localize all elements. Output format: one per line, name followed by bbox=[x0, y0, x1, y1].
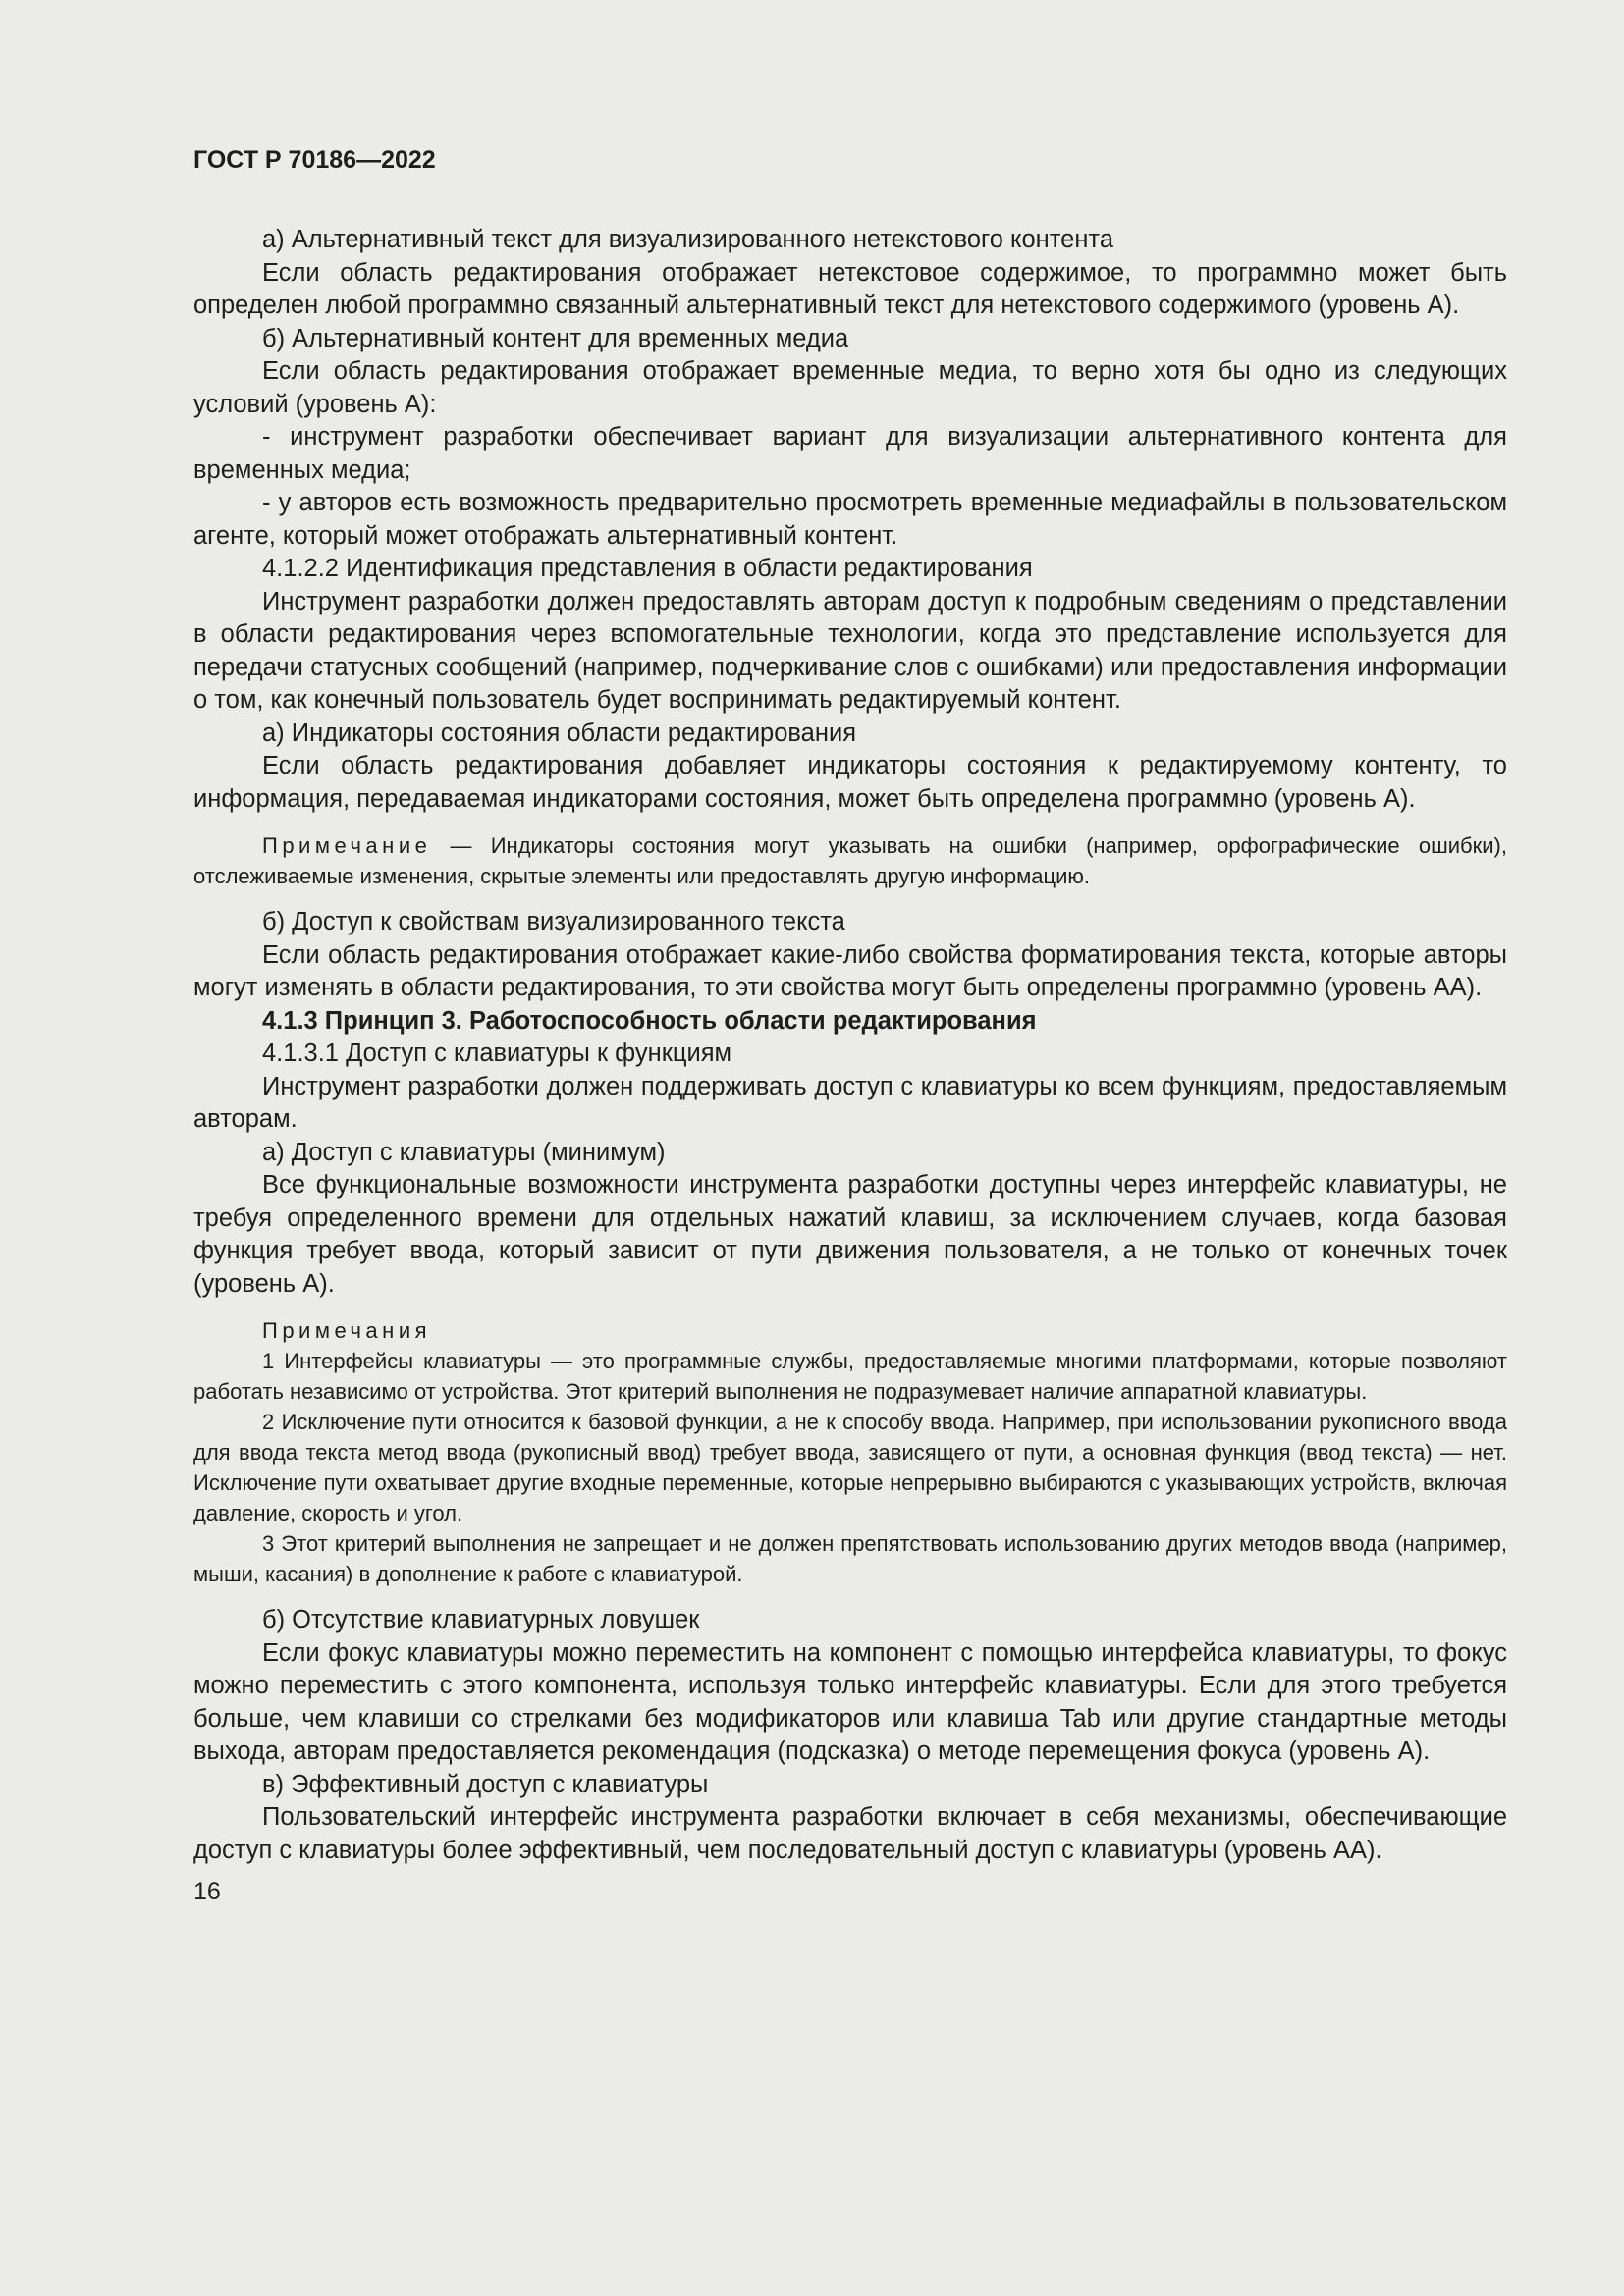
document-body bbox=[193, 224, 1507, 1867]
paragraph: 4.1.3.1 Доступ с клавиатуры к функциям bbox=[262, 1040, 732, 1067]
paragraph: - инструмент разработки обеспечивает вариант для визуализации альтернативного контента для временных медиа; bbox=[193, 423, 1507, 484]
paragraph: Если область редактирования отображает временные медиа, то верно хотя бы одно из следующих условий (уровень А): bbox=[193, 357, 1507, 418]
note-label: Примечание bbox=[262, 833, 432, 858]
paragraph: Если область редактирования отображает какие-либо свойства форматирования текста, которые авторы могут изменять в области редактирования, то эти свойства могут быть определены программно (уровень АА). bbox=[193, 940, 1507, 1001]
note-line: — Индикаторы состояния могут указывать на ошибки (например, орфографические ошибки), отслеживаемые изменения, скрытые элементы или предоставлять другую информацию. bbox=[193, 833, 1507, 888]
paragraph: б) Доступ к свойствам визуализированного текста bbox=[262, 908, 845, 935]
paragraph: Если область редактирования отображает нетекстовое содержимое, то программно может быть определен любой программно связанный альтернативный текст для нетекстового содержимого (уровень А). bbox=[193, 258, 1507, 319]
document-header: ГОСТ Р 70186—2022 bbox=[193, 146, 436, 174]
paragraph: а) Альтернативный текст для визуализированного нетекстового контента bbox=[262, 226, 1113, 253]
paragraph: в) Эффективный доступ с клавиатуры bbox=[262, 1770, 709, 1798]
note-text bbox=[193, 830, 1507, 891]
paragraph: а) Доступ с клавиатуры (минимум) bbox=[262, 1138, 666, 1166]
section-heading: 4.1.3 Принцип 3. Работоспособность области редактирования bbox=[262, 1006, 1037, 1035]
paragraph: б) Отсутствие клавиатурных ловушек bbox=[262, 1606, 700, 1633]
note-block bbox=[193, 830, 1507, 891]
paragraph: Если фокус клавиатуры можно переместить на компонент с помощью интерфейса клавиатуры, то фокус можно переместить с этого компонента, используя только интерфейс клавиатуры. Если для этого требуется больше, чем клавиши со стрелками без модификаторов или клавиша Tab или другие стандартные методы выхода, авторам предоставляется рекомендация (подсказка) о методе перемещения фокуса (уровень А). bbox=[193, 1638, 1507, 1765]
paragraph: Инструмент разработки должен поддерживать доступ с клавиатуры ко всем функциям, предоставляемым авторам. bbox=[193, 1072, 1507, 1133]
paragraph: - у авторов есть возможность предварительно просмотреть временные медиафайлы в пользовательском агенте, который может отображать альтернативный контент. bbox=[193, 489, 1507, 550]
paragraph: 4.1.2.2 Идентификация представления в области редактирования bbox=[262, 555, 1033, 582]
note-line: 1 Интерфейсы клавиатуры — это программные службы, предоставляемые многими платформами, которые позволяют работать независимо от устройства. Этот критерий выполнения не подразумевает наличие аппаратной клавиатуры. bbox=[193, 1349, 1507, 1404]
paragraph: б) Альтернативный контент для временных медиа bbox=[262, 324, 849, 352]
note-label: Примечания bbox=[262, 1318, 432, 1343]
paragraph: Если область редактирования добавляет индикаторы состояния к редактируемому контенту, то информация, передаваемая индикаторами состояния, может быть определена программно (уровень А). bbox=[193, 752, 1507, 813]
paragraph: Инструмент разработки должен предоставлять авторам доступ к подробным сведениям о представлении в области редактирования через вспомогательные технологии, когда это представление используется для передачи статусных сообщений (например, подчеркивание слов с ошибками) или предоставления информации о том, как конечный пользователь будет воспринимать редактируемый контент. bbox=[193, 587, 1507, 714]
document-page bbox=[193, 145, 1507, 1906]
paragraph: Все функциональные возможности инструмента разработки доступны через интерфейс клавиатуры, не требуя определенного времени для отдельных нажатий клавиш, за исключением случаев, когда базовая функция требует ввода, который зависит от пути движения пользователя, а не только от конечных точек (уровень А). bbox=[193, 1171, 1507, 1298]
paragraph: Пользовательский интерфейс инструмента разработки включает в себя механизмы, обеспечивающие доступ с клавиатуры более эффективный, чем последовательный доступ с клавиатуры (уровень АА). bbox=[193, 1803, 1507, 1864]
note-line: 3 Этот критерий выполнения не запрещает и не должен препятствовать использованию других методов ввода (например, мыши, касания) в дополнение к работе с клавиатурой. bbox=[193, 1531, 1507, 1586]
note-line: 2 Исключение пути относится к базовой функции, а не к способу ввода. Например, при использовании рукописного ввода для ввода текста метод ввода (рукописный ввод) требует ввода, зависящего от пути, а основная функция (ввод текста) — нет. Исключение пути охватывает другие входные переменные, которые непрерывно выбираются с указывающих устройств, включая давление, скорость и угол. bbox=[193, 1410, 1507, 1525]
note-block bbox=[193, 1315, 1507, 1589]
page-number: 16 bbox=[193, 1878, 221, 1905]
paragraph: а) Индикаторы состояния области редактирования bbox=[262, 719, 857, 747]
